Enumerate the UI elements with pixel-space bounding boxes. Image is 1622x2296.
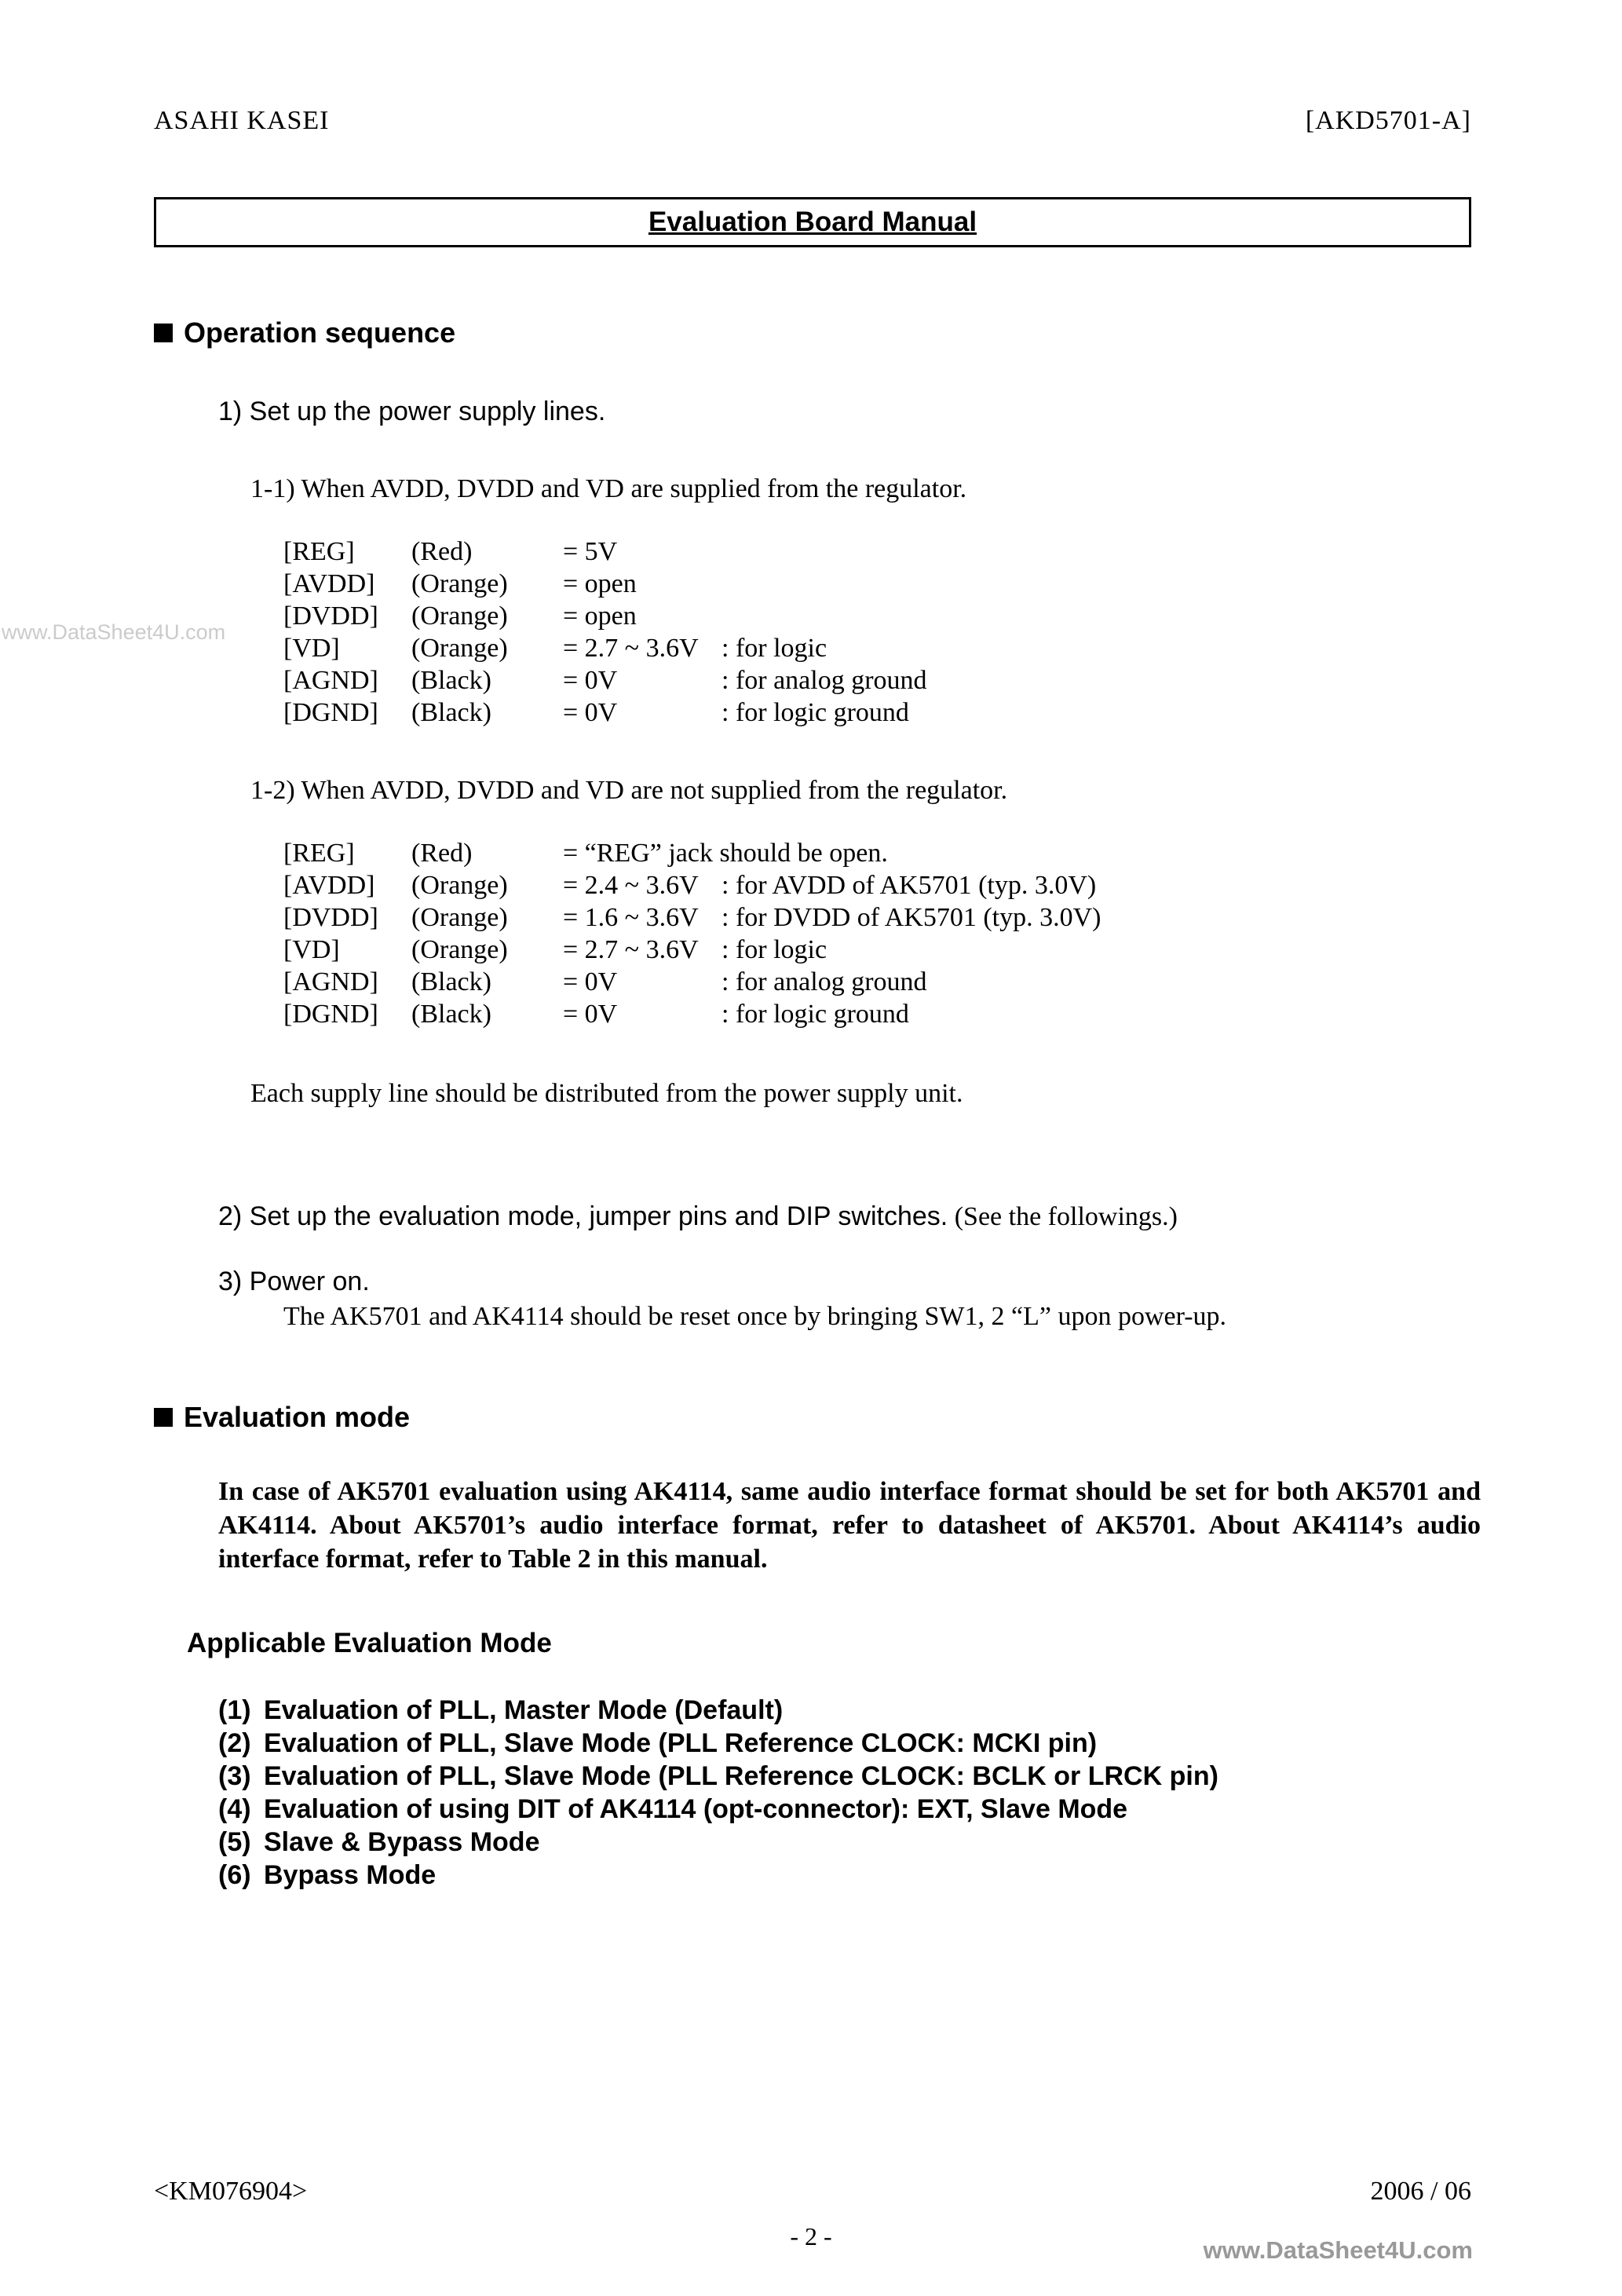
document-title: Evaluation Board Manual: [648, 207, 977, 237]
supply-note: [721, 600, 1471, 632]
supply-pin: [VD]: [283, 634, 340, 663]
supply-note: : for logic ground: [721, 698, 909, 727]
evaluation-mode-item: [218, 1859, 1471, 1892]
supply-wire-color: (Black): [411, 1000, 491, 1029]
supply-note: : for AVDD of AK5701 (typ. 3.0V): [721, 871, 1097, 900]
side-watermark: www.DataSheet4U.com: [2, 620, 226, 644]
supply-pin: [DGND]: [283, 698, 378, 727]
case-1-1-heading: 1-1) When AVDD, DVDD and VD are supplied from the regulator.: [250, 474, 967, 503]
section-heading-evaluation-mode: [154, 1401, 1471, 1434]
supply-note: : for logic: [721, 935, 827, 964]
supply-wire-color: (Orange): [411, 601, 508, 631]
supply-table-no-regulator: [283, 837, 1471, 1030]
supply-pin: [VD]: [283, 935, 340, 964]
supply-pin: [DGND]: [283, 1000, 378, 1029]
footer-date: 2006 / 06: [1370, 2177, 1471, 2206]
supply-pin: [AVDD]: [283, 569, 375, 598]
document-header: [154, 106, 1471, 136]
supply-value: = open: [563, 601, 637, 631]
supply-note: : for analog ground: [721, 967, 927, 996]
section-title: Operation sequence: [184, 316, 456, 349]
evaluation-mode-intro: In case of AK5701 evaluation using AK4114, same audio interface format should be set for both AK5701 and AK4114. About AK5701’s audio interface format, refer to datasheet of AK5701. About AK4114’s audio interface format, refer to Table 2 in this manual.: [218, 1477, 1481, 1574]
supply-note: : for analog ground: [721, 666, 927, 695]
supply-line-row: [283, 869, 1471, 901]
supply-pin: [DVDD]: [283, 903, 378, 932]
supply-line-row: [283, 568, 1471, 600]
mode-label: Evaluation of using DIT of AK4114 (opt-connector): EXT, Slave Mode: [264, 1794, 1128, 1824]
supply-wire-color: (Black): [411, 698, 491, 727]
footer-watermark: www.DataSheet4U.com: [1203, 2236, 1473, 2264]
square-bullet-icon: [154, 324, 173, 342]
evaluation-mode-item: [218, 1694, 1471, 1727]
supply-value: = 0V: [563, 1000, 618, 1029]
power-on-detail: The AK5701 and AK4114 should be reset once by bringing SW1, 2 “L” upon power-up.: [283, 1302, 1227, 1331]
mode-number: (4): [218, 1794, 251, 1824]
title-box: [154, 197, 1471, 247]
supply-line-row: [283, 966, 1471, 998]
supply-value: = 2.4 ~ 3.6V: [563, 871, 699, 900]
supply-pin: [AGND]: [283, 666, 378, 695]
supply-pin: [REG]: [283, 839, 355, 868]
evaluation-mode-list: [218, 1694, 1471, 1892]
supply-wire-color: (Orange): [411, 634, 508, 663]
section-title: Evaluation mode: [184, 1401, 411, 1433]
mode-number: (6): [218, 1860, 251, 1890]
case-1-2-heading: 1-2) When AVDD, DVDD and VD are not supplied from the regulator.: [250, 776, 1008, 805]
mode-number: (2): [218, 1728, 251, 1758]
supply-note: [721, 837, 1471, 869]
supply-value: = 5V: [563, 537, 618, 566]
document-code: [AKD5701-A]: [1305, 106, 1471, 135]
evaluation-mode-item: [218, 1826, 1471, 1859]
supply-value: = “REG” jack should be open.: [563, 839, 888, 868]
applicable-evaluation-mode-heading: Applicable Evaluation Mode: [187, 1628, 552, 1658]
mode-label: Evaluation of PLL, Slave Mode (PLL Reference CLOCK: BCLK or LRCK pin): [264, 1761, 1218, 1791]
mode-number: (1): [218, 1695, 251, 1725]
evaluation-mode-item: [218, 1727, 1471, 1760]
step-setup-evaluation-mode: [218, 1201, 1471, 1232]
supply-pin: [DVDD]: [283, 601, 378, 631]
supply-line-row: [283, 696, 1471, 729]
square-bullet-icon: [154, 1408, 173, 1427]
supply-line-row: [283, 664, 1471, 696]
supply-pin: [AGND]: [283, 967, 378, 996]
supply-distribution-note: Each supply line should be distributed from the power supply unit.: [250, 1079, 963, 1108]
step2-see-note: (See the followings.): [948, 1202, 1178, 1231]
supply-line-row: [283, 600, 1471, 632]
supply-line-row: [283, 536, 1471, 568]
supply-wire-color: (Orange): [411, 903, 508, 932]
supply-line-row: [283, 901, 1471, 934]
supply-line-row: [283, 837, 1471, 869]
supply-wire-color: (Red): [411, 537, 473, 566]
step2-text: 2) Set up the evaluation mode, jumper pins and DIP switches.: [218, 1201, 948, 1231]
supply-value: = open: [563, 569, 637, 598]
supply-value: = 0V: [563, 967, 618, 996]
page-number: - 2 -: [790, 2222, 832, 2250]
mode-number: (5): [218, 1827, 251, 1857]
mode-label: Bypass Mode: [264, 1860, 437, 1890]
supply-value: = 2.7 ~ 3.6V: [563, 634, 699, 663]
mode-label: Slave & Bypass Mode: [264, 1827, 540, 1857]
supply-value: = 0V: [563, 698, 618, 727]
supply-value: = 0V: [563, 666, 618, 695]
supply-pin: [AVDD]: [283, 871, 375, 900]
supply-note: : for logic: [721, 634, 827, 663]
page-footer: [154, 2177, 1471, 2206]
supply-note: : for logic ground: [721, 1000, 909, 1029]
supply-note: : for DVDD of AK5701 (typ. 3.0V): [721, 903, 1101, 932]
supply-value: = 1.6 ~ 3.6V: [563, 903, 699, 932]
supply-line-row: [283, 998, 1471, 1030]
mode-label: Evaluation of PLL, Slave Mode (PLL Reference CLOCK: MCKI pin): [264, 1728, 1098, 1758]
supply-wire-color: (Red): [411, 839, 473, 868]
evaluation-mode-item: [218, 1760, 1471, 1793]
mode-label: Evaluation of PLL, Master Mode (Default): [264, 1695, 784, 1725]
company-name: ASAHI KASEI: [154, 106, 330, 135]
supply-wire-color: (Black): [411, 967, 491, 996]
supply-wire-color: (Orange): [411, 935, 508, 964]
supply-note: [721, 536, 1471, 568]
supply-table-regulator: [283, 536, 1471, 729]
supply-wire-color: (Black): [411, 666, 491, 695]
supply-line-row: [283, 632, 1471, 664]
step-setup-power: 1) Set up the power supply lines.: [218, 397, 606, 426]
supply-wire-color: (Orange): [411, 569, 508, 598]
mode-number: (3): [218, 1761, 251, 1791]
footer-document-number: <KM076904>: [154, 2177, 308, 2206]
evaluation-mode-item: [218, 1793, 1471, 1826]
supply-pin: [REG]: [283, 537, 355, 566]
supply-value: = 2.7 ~ 3.6V: [563, 935, 699, 964]
supply-line-row: [283, 934, 1471, 966]
supply-note: [721, 568, 1471, 600]
supply-wire-color: (Orange): [411, 871, 508, 900]
section-heading-operation-sequence: [154, 316, 1471, 349]
step-power-on: 3) Power on.: [218, 1267, 370, 1296]
